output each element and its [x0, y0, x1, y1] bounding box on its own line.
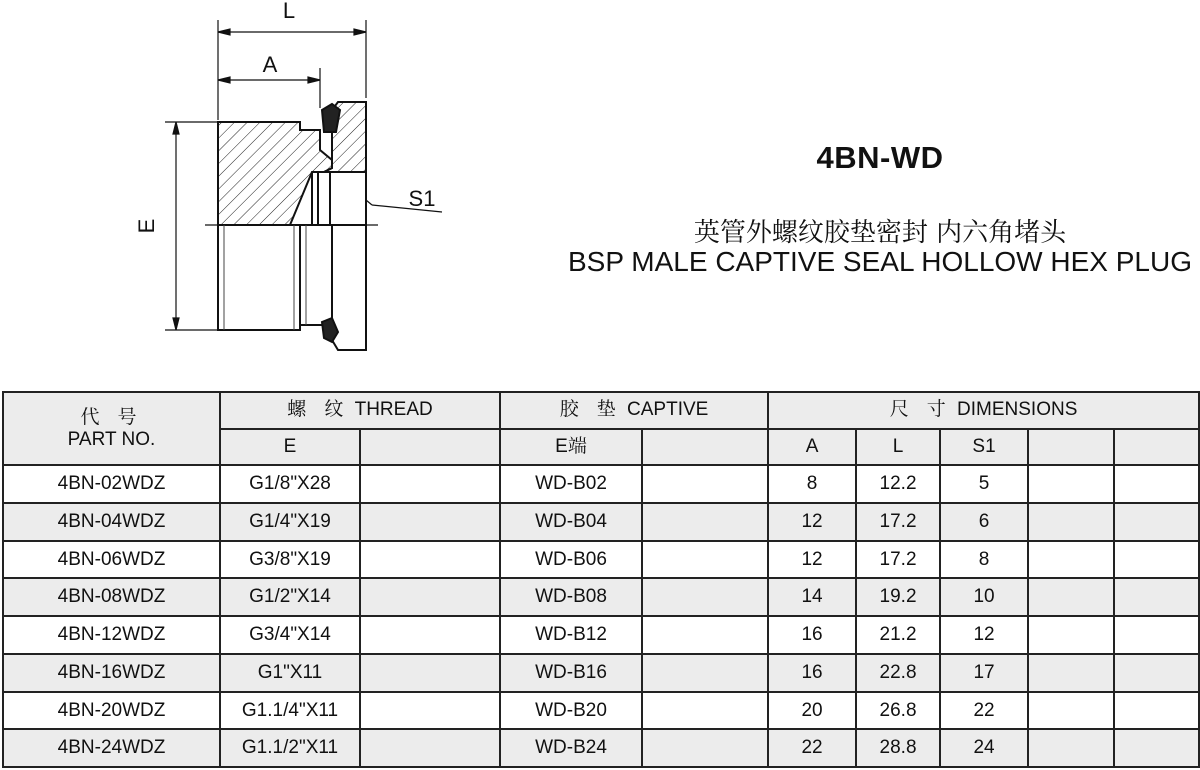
- thread-cell: G3/8"X19: [220, 541, 360, 579]
- captive-blank-cell: [642, 465, 768, 503]
- captive-cell: WD-B12: [500, 616, 642, 654]
- dim-s1-cell: 8: [940, 541, 1028, 579]
- captive-cell: WD-B02: [500, 465, 642, 503]
- dim-l-cell: 17.2: [856, 503, 940, 541]
- chinese-title: 英管外螺纹胶垫密封 内六角堵头: [693, 218, 1067, 248]
- plug-technical-drawing: [0, 0, 480, 380]
- thread-e-header: E: [220, 429, 360, 466]
- table-body: [3, 465, 1199, 767]
- dim-blank-cell-2: [1114, 578, 1199, 616]
- dim-blank-cell-1: [1028, 729, 1114, 767]
- captive-cell: WD-B24: [500, 729, 642, 767]
- part-no-cell: 4BN-24WDZ: [3, 729, 220, 767]
- captive-blank-cell: [642, 503, 768, 541]
- thread-cell: G1.1/4"X11: [220, 692, 360, 730]
- dim-label-S1: S1: [408, 186, 436, 211]
- captive-e-end-header: E端: [500, 429, 642, 466]
- captive-cell: WD-B06: [500, 541, 642, 579]
- dim-blank-cell-1: [1028, 503, 1114, 541]
- captive-blank-cell: [642, 541, 768, 579]
- dim-label-E: E: [134, 218, 159, 234]
- dim-a-cell: 12: [768, 503, 856, 541]
- dim-blank-cell-1: [1028, 541, 1114, 579]
- english-title: BSP MALE CAPTIVE SEAL HOLLOW HEX PLUG: [568, 246, 1192, 277]
- part-no-cell: 4BN-16WDZ: [3, 654, 220, 692]
- table-row: [3, 503, 1199, 541]
- thread-header: [220, 392, 500, 429]
- dim-blank-cell-2: [1114, 541, 1199, 579]
- table-row: [3, 729, 1199, 767]
- dim-blank-cell-1: [1028, 616, 1114, 654]
- thread-header-cn: 螺 纹: [287, 398, 350, 421]
- part-no-cell: 4BN-08WDZ: [3, 578, 220, 616]
- dimensions-header-cn: 尺 寸: [889, 398, 952, 421]
- dim-blank-cell-1: [1028, 578, 1114, 616]
- dim-label-L: L: [282, 0, 296, 23]
- dim-l-cell: 26.8: [856, 692, 940, 730]
- thread-blank-cell: [360, 729, 500, 767]
- captive-header: [500, 392, 768, 429]
- part-no-header-cn: 代 号: [80, 405, 143, 428]
- model-title: 4BN-WD: [816, 140, 944, 175]
- captive-blank-cell: [642, 692, 768, 730]
- thread-blank-cell: [360, 692, 500, 730]
- dim-blank-header-2: [1114, 429, 1199, 466]
- title-block: [480, 0, 1200, 380]
- table-row: [3, 692, 1199, 730]
- thread-blank-cell: [360, 578, 500, 616]
- dim-a-cell: 16: [768, 616, 856, 654]
- dim-a-cell: 16: [768, 654, 856, 692]
- dim-blank-cell-2: [1114, 692, 1199, 730]
- dim-blank-header-1: [1028, 429, 1114, 466]
- dim-s1-cell: 6: [940, 503, 1028, 541]
- captive-blank-cell: [642, 729, 768, 767]
- dim-s1-cell: 5: [940, 465, 1028, 503]
- dim-a-cell: 22: [768, 729, 856, 767]
- dim-a-cell: 20: [768, 692, 856, 730]
- dim-a-cell: 14: [768, 578, 856, 616]
- dim-blank-cell-2: [1114, 465, 1199, 503]
- dim-blank-cell-1: [1028, 654, 1114, 692]
- specification-table: [2, 391, 1200, 768]
- thread-cell: G1/8"X28: [220, 465, 360, 503]
- captive-blank-cell: [642, 654, 768, 692]
- dim-s1-cell: 24: [940, 729, 1028, 767]
- dim-s1-cell: 10: [940, 578, 1028, 616]
- thread-blank-cell: [360, 654, 500, 692]
- dim-blank-cell-1: [1028, 692, 1114, 730]
- thread-blank-header: [360, 429, 500, 466]
- dim-s1-cell: 12: [940, 616, 1028, 654]
- thread-blank-cell: [360, 616, 500, 654]
- part-no-cell: 4BN-02WDZ: [3, 465, 220, 503]
- dim-l-header: L: [856, 429, 940, 466]
- dim-l-cell: 28.8: [856, 729, 940, 767]
- thread-cell: G1.1/2"X11: [220, 729, 360, 767]
- dim-blank-cell-2: [1114, 654, 1199, 692]
- header-row-1: [3, 392, 1199, 429]
- dim-s1-cell: 22: [940, 692, 1028, 730]
- captive-blank-cell: [642, 616, 768, 654]
- dim-a-cell: 8: [768, 465, 856, 503]
- part-no-cell: 4BN-04WDZ: [3, 503, 220, 541]
- captive-cell: WD-B04: [500, 503, 642, 541]
- dim-s1-header: S1: [940, 429, 1028, 466]
- thread-blank-cell: [360, 503, 500, 541]
- dim-a-cell: 12: [768, 541, 856, 579]
- thread-cell: G1/4"X19: [220, 503, 360, 541]
- thread-header-en: THREAD: [354, 399, 433, 421]
- dim-s1-cell: 17: [940, 654, 1028, 692]
- table-row: [3, 541, 1199, 579]
- dim-blank-cell-2: [1114, 729, 1199, 767]
- dim-a-header: A: [768, 429, 856, 466]
- dim-l-cell: 12.2: [856, 465, 940, 503]
- dimensions-header: [768, 392, 1199, 429]
- captive-header-cn: 胶 垫: [559, 398, 622, 421]
- thread-blank-cell: [360, 541, 500, 579]
- captive-cell: WD-B20: [500, 692, 642, 730]
- dimensions-header-en: DIMENSIONS: [957, 399, 1078, 421]
- thread-cell: G1/2"X14: [220, 578, 360, 616]
- thread-blank-cell: [360, 465, 500, 503]
- table-row: [3, 616, 1199, 654]
- captive-header-en: CAPTIVE: [627, 399, 709, 421]
- dim-blank-cell-1: [1028, 465, 1114, 503]
- dim-blank-cell-2: [1114, 616, 1199, 654]
- thread-cell: G3/4"X14: [220, 616, 360, 654]
- captive-cell: WD-B08: [500, 578, 642, 616]
- table-row: [3, 465, 1199, 503]
- captive-cell: WD-B16: [500, 654, 642, 692]
- table-row: [3, 654, 1199, 692]
- dim-l-cell: 17.2: [856, 541, 940, 579]
- dim-l-cell: 19.2: [856, 578, 940, 616]
- part-no-cell: 4BN-06WDZ: [3, 541, 220, 579]
- part-no-cell: 4BN-20WDZ: [3, 692, 220, 730]
- table-row: [3, 578, 1199, 616]
- dim-label-A: A: [262, 52, 278, 77]
- dim-blank-cell-2: [1114, 503, 1199, 541]
- part-no-header-en: PART NO.: [67, 428, 156, 450]
- part-no-cell: 4BN-12WDZ: [3, 616, 220, 654]
- thread-cell: G1"X11: [220, 654, 360, 692]
- part-no-header: [3, 392, 220, 465]
- dim-l-cell: 21.2: [856, 616, 940, 654]
- captive-blank-cell: [642, 578, 768, 616]
- captive-blank-header: [642, 429, 768, 466]
- dim-l-cell: 22.8: [856, 654, 940, 692]
